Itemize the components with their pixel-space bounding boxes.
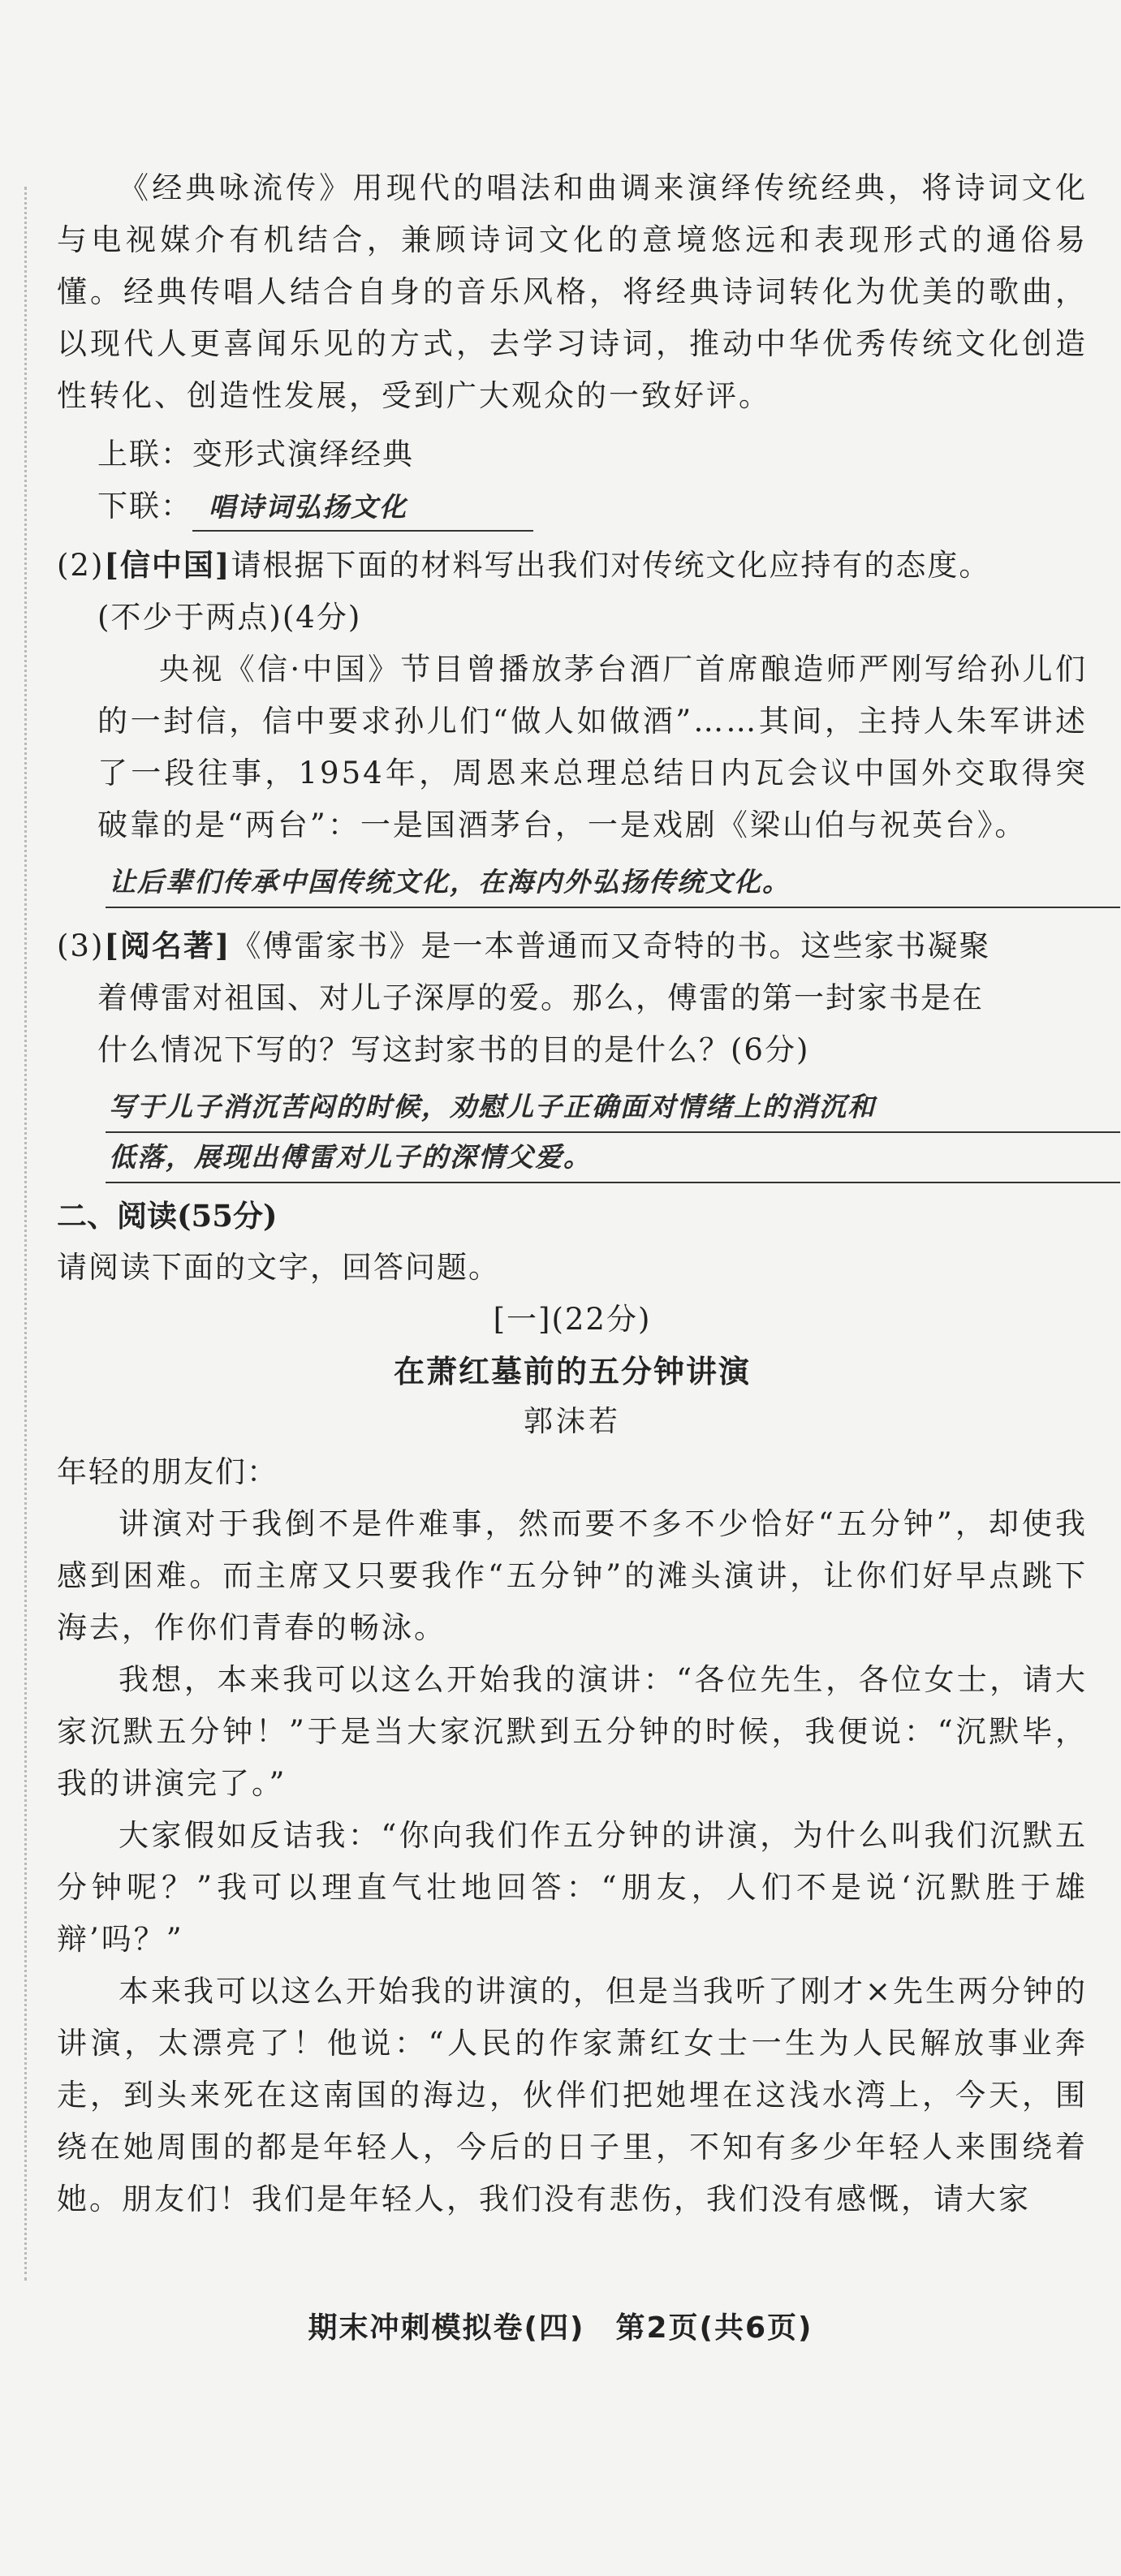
q3-prompt-line1 <box>57 920 1088 972</box>
q2-answer-line[interactable]: 让后辈们传承中国传统文化，在海内外弘扬传统文化。 <box>106 858 1120 908</box>
intro-paragraph: 《经典咏流传》用现代的唱法和曲调来演绎传统经典，将诗词文化与电视媒介有机结合，兼顾诗词文化的意境悠远和表现形式的通俗易懂。经典传唱人结合自身的音乐风格，将经典诗词转化为优美的歌曲，以现代人更喜闻乐见的方式，去学习诗词，推动中华优秀传统文化创造性转化、创造性发展，受到广大观众的一致好评。 <box>57 170 1088 413</box>
couplet-lower-answer[interactable]: 唱诗词弘扬文化 <box>192 485 533 532</box>
q3-prompt-text: 《傅雷家书》是一本普通而又奇特的书。这些家书凝聚 <box>231 928 991 963</box>
q3-answer-line-2[interactable]: 低落，展现出傅雷对儿子的深情父爱。 <box>106 1133 1120 1183</box>
q3-number: (3) <box>57 928 105 963</box>
q2-prompt <box>57 539 1088 592</box>
q3-answer-line-1[interactable]: 写于儿子消沉苦闷的时候，劝慰儿子正确面对情绪上的消沉和 <box>106 1083 1120 1133</box>
q2-tag: [信中国] <box>104 547 231 583</box>
couplet-lower <box>57 480 1088 532</box>
couplet-upper-text: 变形式演绎经典 <box>192 437 414 472</box>
q2-material: 央视《信·中国》节目曾播放茅台酒厂首席酿造师严刚写给孙儿们的一封信，信中要求孙儿们“做人如做酒”……其间，主持人朱军讲述了一段往事，1954年，周恩来总理总结日内瓦会议中国外交取得突破靠的是“两台”：一是国酒茅台，一是戏剧《梁山伯与祝英台》。 <box>97 652 1088 842</box>
q2-prompt-cont: (不少于两点)(4分) <box>97 600 362 635</box>
q2-answer-area <box>106 858 1120 908</box>
page-footer: 期末冲刺模拟卷(四) 第2页(共6页) <box>308 2311 813 2345</box>
q3-answer-area <box>106 1083 1120 1183</box>
article-title: 在萧红墓前的五分钟讲演 <box>393 1354 751 1389</box>
part-label: [一](22分) <box>493 1302 652 1337</box>
article-author: 郭沫若 <box>523 1405 621 1438</box>
couplet-lower-label: 下联： <box>97 489 192 523</box>
couplet-upper-label: 上联： <box>97 437 192 472</box>
section-instruction: 请阅读下面的文字，回答问题。 <box>57 1250 500 1285</box>
page-content <box>57 162 1088 2225</box>
article-paragraph: 本来我可以这么开始我的讲演的，但是当我听了刚才×先生两分钟的讲演，太漂亮了！他说：“人民的作家萧红女士一生为人民解放事业奔走，到头来死在这南国的海边，伙伴们把她埋在这浅水湾上，今天，围绕在她周围的都是年轻人，今后的日子里，不知有多少年轻人来围绕着她。朋友们！我们是年轻人，我们没有悲伤，我们没有感慨，请大家 <box>57 1974 1089 2216</box>
q3-prompt-line3: 什么情况下写的？写这封家书的目的是什么？(6分) <box>97 1032 810 1067</box>
article-salutation: 年轻的朋友们： <box>57 1454 278 1489</box>
article-paragraph: 大家假如反诘我：“你向我们作五分钟的讲演，为什么叫我们沉默五分钟呢？”我可以理直气壮地回答：“朋友，人们不是说‘沉默胜于雄辩’吗？” <box>57 1818 1088 1957</box>
q2-number: (2) <box>57 548 105 583</box>
q3-prompt-line2: 着傅雷对祖国、对儿子深厚的爱。那么，傅雷的第一封家书是在 <box>97 980 984 1015</box>
couplet-upper <box>57 429 1088 480</box>
q2-prompt-text: 请根据下面的材料写出我们对传统文化应持有的态度。 <box>231 548 991 583</box>
section-heading: 二、阅读(55分) <box>57 1198 278 1234</box>
binding-margin-line <box>24 187 27 2281</box>
article-paragraph: 讲演对于我倒不是件难事，然而要不多不少恰好“五分钟”，却使我感到困难。而主席又只要我作“五分钟”的滩头演讲，让你们好早点跳下海去，作你们青春的畅泳。 <box>57 1506 1088 1645</box>
article-paragraph: 我想，本来我可以这么开始我的演讲：“各位先生，各位女士，请大家沉默五分钟！”于是当大家沉默到五分钟的时候，我便说：“沉默毕，我的讲演完了。” <box>57 1662 1088 1801</box>
q3-tag: [阅名著] <box>104 928 231 963</box>
